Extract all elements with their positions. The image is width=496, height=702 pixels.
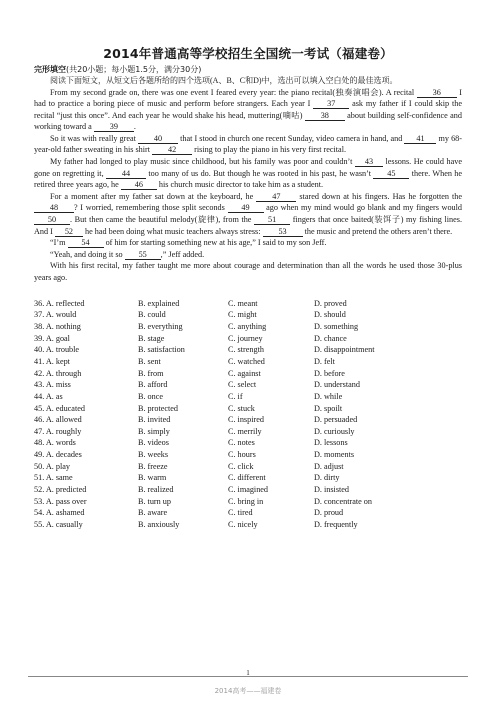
option-b: B. stage	[138, 333, 165, 343]
option-d: D. proved	[314, 298, 347, 308]
option-a	[34, 344, 138, 356]
option-a-text: A. words	[45, 438, 76, 448]
option-a-text: A. miss	[45, 380, 71, 390]
passage-paragraph-5	[34, 237, 462, 249]
option-c: C. if	[228, 391, 243, 401]
option-d: D. lessons	[314, 438, 348, 448]
option-c: C. imagined	[228, 485, 269, 495]
blank-40: 40	[138, 134, 178, 144]
option-a-text: A. play	[45, 461, 70, 471]
question-number: 41.	[34, 356, 45, 366]
option-b: B. realized	[138, 485, 174, 495]
blank-45: 45	[373, 169, 409, 179]
option-a	[34, 449, 138, 461]
blank-38: 38	[305, 111, 345, 121]
option-row	[34, 496, 462, 508]
option-b: B. aware	[138, 508, 168, 518]
option-b: B. weeks	[138, 450, 169, 460]
option-a	[34, 472, 138, 484]
option-a-text: A. goal	[45, 333, 70, 343]
option-a	[34, 356, 138, 368]
option-a-text: A. allowed	[45, 415, 82, 425]
passage-text: From my second grade on, there was one event I feared every year: the piano recital(独奏演唱会). A recital	[50, 87, 415, 97]
passage-text: “I’m	[50, 238, 66, 248]
option-d: D. dirty	[314, 473, 340, 483]
option-b: B. turn up	[138, 496, 171, 506]
blank-48: 48	[34, 203, 74, 213]
answer-options	[34, 298, 462, 531]
option-c: C. against	[228, 368, 261, 378]
question-number: 36.	[34, 298, 45, 308]
question-number: 43.	[34, 380, 45, 390]
option-a-text: A. ashamed	[45, 508, 85, 518]
passage-text: ask my father if I could skip the recital “just this once”. And each year he would shake his head, muttering(嘀咕)	[34, 99, 462, 120]
section-label: 完形填空	[34, 65, 66, 74]
passage-text: “Yeah, and doing it so	[50, 249, 123, 259]
option-d: D. insisted	[314, 485, 350, 495]
option-row	[34, 379, 462, 391]
passage-paragraph-2	[34, 133, 462, 156]
passage-text: rising to play the piano in his very first recital.	[194, 145, 347, 155]
option-row	[34, 437, 462, 449]
option-c: C. meant	[228, 298, 258, 308]
option-d: D. before	[314, 368, 345, 378]
option-a	[34, 496, 138, 508]
option-b: B. warm	[138, 473, 167, 483]
option-row	[34, 472, 462, 484]
passage-text: of him for starting something new at his age,” I said to my son Jeff.	[105, 238, 327, 248]
option-a-text: A. educated	[45, 403, 85, 413]
option-c: C. notes	[228, 438, 255, 448]
option-c: C. nicely	[228, 520, 258, 530]
passage-text: there. When he retired three years ago, he	[34, 168, 463, 190]
blank-43: 43	[355, 157, 383, 167]
passage-text: his church music director to take him as a student.	[158, 180, 324, 190]
passage	[34, 87, 462, 284]
passage-paragraph-6	[34, 249, 462, 261]
option-a-text: A. reflected	[45, 298, 85, 308]
passage-text: .	[133, 122, 136, 132]
question-number: 55.	[34, 520, 45, 530]
option-b: B. simply	[138, 426, 170, 436]
option-b: B. could	[138, 310, 166, 320]
option-c: C. different	[228, 473, 266, 483]
blank-46: 46	[121, 180, 157, 190]
footer-divider	[28, 676, 468, 677]
option-b: B. explained	[138, 298, 180, 308]
option-a-text: A. trouble	[45, 345, 80, 355]
option-a	[34, 437, 138, 449]
blank-52: 52	[55, 227, 83, 237]
section-instructions: 阅读下面短文，从短文后各题所给的四个选项(A、B、C和D)中，选出可以填入空白处的最佳选项。	[50, 76, 398, 85]
option-b: B. videos	[138, 438, 169, 448]
option-b: B. everything	[138, 321, 183, 331]
page-number: 1	[246, 669, 250, 677]
option-b: B. from	[138, 368, 164, 378]
option-d: D. should	[314, 310, 346, 320]
option-b: B. invited	[138, 415, 171, 425]
option-a	[34, 298, 138, 310]
option-a	[34, 333, 138, 345]
passage-text: lessons. He could have gone on regretting it,	[34, 157, 463, 178]
question-number: 45.	[34, 403, 45, 413]
option-row	[34, 298, 462, 310]
option-row	[34, 507, 462, 519]
option-row	[34, 414, 462, 426]
question-number: 37.	[34, 310, 45, 320]
question-number: 51.	[34, 473, 45, 483]
footer-text: 2014高考——福建卷	[214, 687, 282, 695]
exam-title: 2014年普通高等学校招生全国统一考试（福建卷）	[103, 46, 393, 61]
option-a	[34, 426, 138, 438]
option-d: D. curiously	[314, 426, 355, 436]
option-d: D. something	[314, 321, 359, 331]
option-row	[34, 403, 462, 415]
option-c: C. might	[228, 310, 257, 320]
option-d: D. chance	[314, 333, 347, 343]
option-c: C. watched	[228, 356, 265, 366]
passage-text: stared down at his fingers. Has he forgotten the	[299, 191, 463, 201]
passage-paragraph-1	[34, 87, 462, 133]
option-row	[34, 391, 462, 403]
option-row	[34, 461, 462, 473]
option-row	[34, 356, 462, 368]
option-d: D. moments	[314, 450, 355, 460]
blank-49: 49	[228, 203, 264, 213]
option-d: D. while	[314, 391, 343, 401]
passage-text: . But then came the beautiful melody(旋律), from the	[70, 215, 252, 225]
option-row	[34, 333, 462, 345]
option-c: C. bring in	[228, 496, 264, 506]
option-b: B. freeze	[138, 461, 168, 471]
section-info: (共20小题；每小题1.5分，满分30分)	[66, 65, 202, 74]
blank-44: 44	[106, 169, 146, 179]
question-number: 39.	[34, 333, 45, 343]
option-b: B. once	[138, 391, 164, 401]
passage-paragraph-4	[34, 191, 462, 237]
blank-37: 37	[313, 99, 349, 109]
option-a	[34, 461, 138, 473]
blank-51: 51	[254, 215, 290, 225]
option-a-text: A. pass over	[45, 496, 87, 506]
question-number: 47.	[34, 426, 45, 436]
blank-39: 39	[94, 122, 134, 132]
question-number: 53.	[34, 496, 45, 506]
blank-42: 42	[152, 145, 192, 155]
option-a	[34, 309, 138, 321]
option-d: D. understand	[314, 380, 360, 390]
question-number: 46.	[34, 415, 45, 425]
passage-text: he had been doing what music teachers always stress:	[84, 226, 261, 236]
option-b: B. satisfaction	[138, 345, 185, 355]
passage-text: the music and pretend the others aren’t there.	[304, 226, 453, 236]
option-b: B. sent	[138, 356, 161, 366]
option-row	[34, 309, 462, 321]
option-c: C. merrily	[228, 426, 262, 436]
blank-50: 50	[34, 215, 70, 225]
option-b: B. protected	[138, 403, 179, 413]
question-number: 42.	[34, 368, 45, 378]
option-a	[34, 379, 138, 391]
option-a	[34, 507, 138, 519]
passage-text: ago when my mind would go blank and my fingers would	[266, 203, 463, 213]
blank-54: 54	[68, 238, 104, 248]
option-a-text: A. through	[45, 368, 82, 378]
option-d: D. persuaded	[314, 415, 358, 425]
option-c: C. hours	[228, 450, 256, 460]
option-a	[34, 403, 138, 415]
option-d: D. proud	[314, 508, 344, 518]
option-row	[34, 321, 462, 333]
option-d: D. adjust	[314, 461, 344, 471]
option-c: C. strength	[228, 345, 264, 355]
option-c: C. journey	[228, 333, 263, 343]
blank-41: 41	[404, 134, 436, 144]
option-row	[34, 449, 462, 461]
option-a	[34, 321, 138, 333]
option-c: C. click	[228, 461, 254, 471]
passage-text: For a moment after my father sat down at the keyboard, he	[50, 191, 254, 201]
blank-55: 55	[125, 250, 161, 260]
option-c: C. tired	[228, 508, 253, 518]
passage-text: that I stood in church one recent Sunday, video camera in hand, and	[180, 133, 403, 143]
passage-text: my 68-year-old father sweating in his shirt	[34, 133, 463, 155]
passage-text: about building self-confidence and working toward a	[34, 110, 462, 132]
option-a	[34, 368, 138, 380]
question-number: 52.	[34, 485, 45, 495]
option-b: B. afford	[138, 380, 168, 390]
passage-paragraph-3	[34, 156, 462, 191]
blank-53: 53	[263, 227, 303, 237]
option-a-text: A. would	[45, 310, 77, 320]
passage-text: fingers that once baited(装饵子) my fishing lines. And I	[34, 215, 463, 236]
blank-36: 36	[417, 88, 457, 98]
question-number: 49.	[34, 450, 45, 460]
option-c: C. select	[228, 380, 257, 390]
option-a-text: A. kept	[45, 356, 70, 366]
option-b: B. anxiously	[138, 520, 180, 530]
option-a-text: A. nothing	[45, 321, 81, 331]
option-row	[34, 484, 462, 496]
option-c: C. inspired	[228, 415, 264, 425]
option-d: D. frequently	[314, 520, 358, 530]
question-number: 44.	[34, 391, 45, 401]
option-row	[34, 368, 462, 380]
option-a-text: A. casually	[45, 520, 83, 530]
section-header	[34, 64, 462, 75]
question-number: 50.	[34, 461, 45, 471]
blank-47: 47	[256, 192, 296, 202]
option-row	[34, 426, 462, 438]
option-a	[34, 391, 138, 403]
option-d: D. spoilt	[314, 403, 343, 413]
option-row	[34, 519, 462, 531]
option-c: C. stuck	[228, 403, 255, 413]
option-row	[34, 344, 462, 356]
option-a	[34, 414, 138, 426]
question-number: 40.	[34, 345, 45, 355]
exam-page	[34, 44, 462, 531]
passage-text: too many of us do. But though he was rooted in his past, he wasn’t	[148, 168, 371, 178]
passage-text: My father had longed to play music since childhood, but his family was poor and couldn’t	[50, 157, 353, 167]
passage-text: ? I worried, remembering those split seconds	[74, 203, 225, 213]
option-a-text: A. as	[45, 391, 63, 401]
option-c: C. anything	[228, 321, 267, 331]
passage-paragraph-7: With his first recital, my father taught me more about courage and determination than all the words he used those 30-plus years ago.	[34, 261, 462, 282]
option-a-text: A. decades	[45, 450, 82, 460]
option-a-text: A. predicted	[45, 485, 87, 495]
question-number: 54.	[34, 508, 45, 518]
option-a-text: A. same	[45, 473, 73, 483]
option-d: D. disappointment	[314, 345, 375, 355]
question-number: 38.	[34, 321, 45, 331]
passage-text: So it was with really great	[50, 133, 136, 143]
passage-text: ,” Jeff added.	[160, 249, 205, 259]
option-d: D. concentrate on	[314, 496, 372, 506]
passage-text: I had to practice a boring piece of music and perform before strangers. Each year I	[34, 87, 462, 109]
option-a	[34, 519, 138, 531]
option-a	[34, 484, 138, 496]
option-a-text: A. roughly	[45, 426, 82, 436]
option-d: D. felt	[314, 356, 335, 366]
question-number: 48.	[34, 438, 45, 448]
